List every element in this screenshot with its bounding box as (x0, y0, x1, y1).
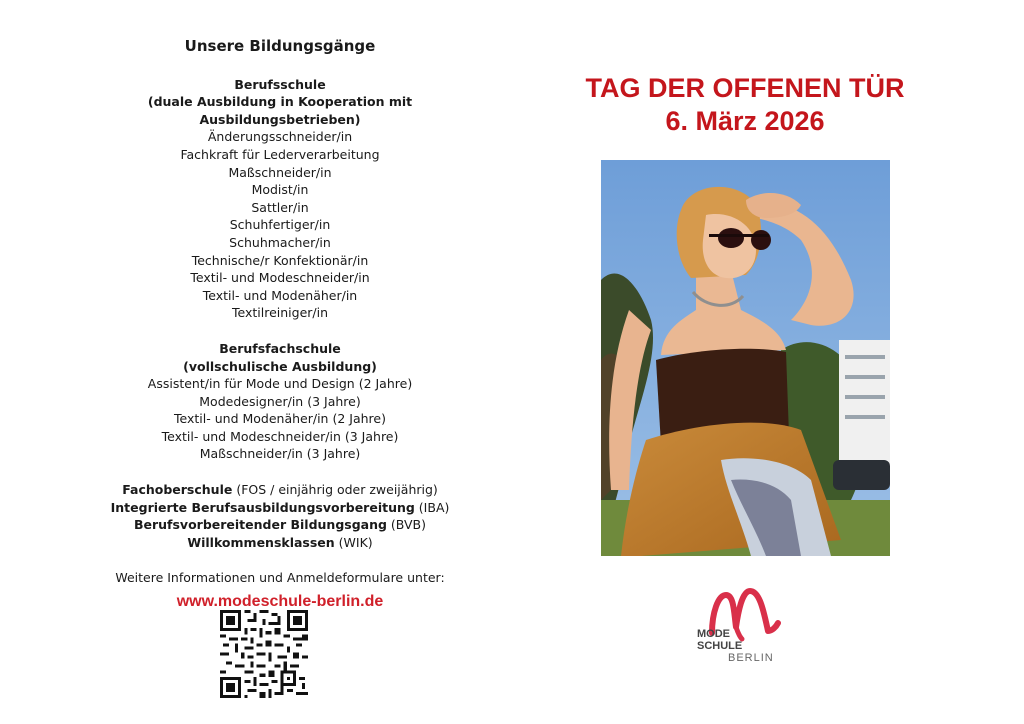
list-item: Maßschneider/in (228, 164, 332, 180)
spacer (70, 551, 490, 569)
berufsfachschule-subtitle: (vollschulische Ausbildung) (183, 358, 377, 374)
program-detail: (FOS / einjährig oder zweijährig) (232, 482, 438, 498)
program-detail: (WIK) (334, 534, 373, 550)
fashion-model-photo (601, 160, 890, 556)
list-item: Textil- und Modeschneider/in (190, 270, 370, 286)
website-link[interactable]: www.modeschule-berlin.de (176, 593, 384, 611)
program-name: Willkommensklassen (187, 534, 335, 550)
list-item: Modist/in (251, 182, 309, 198)
list-item: Textil- und Modenäher/in (202, 287, 358, 303)
list-item: Sattler/in (251, 199, 309, 215)
list-item: Assistent/in für Mode und Design (2 Jahre) (147, 376, 413, 392)
list-item: Technische/r Konfektionär/in (191, 252, 369, 268)
list-item: Fachkraft für Lederverarbeitung (180, 146, 380, 162)
list-item: Textilreiniger/in (231, 305, 329, 321)
list-item: Schuhmacher/in (229, 234, 331, 250)
program-list (70, 38, 490, 611)
list-item: Modedesigner/in (3 Jahre) (199, 393, 361, 409)
list-item: Textil- und Modenäher/in (2 Jahre) (174, 411, 386, 427)
qr-code-icon (220, 610, 308, 698)
logo-wordmark (697, 628, 774, 664)
list-item: Maßschneider/in (3 Jahre) (199, 446, 361, 462)
logo-line-mode: MODE (697, 628, 730, 640)
event-title-line1: TAG DER OFFENEN TÜR (585, 73, 905, 103)
list-item: Änderungsschneider/in (207, 129, 353, 145)
berufsfachschule-title: Berufsfachschule (219, 340, 341, 356)
list-item: Schuhfertiger/in (229, 217, 331, 233)
berufsschule-subtitle: (duale Ausbildung in Kooperation mit Ausbildungsbetrieben) (147, 94, 413, 127)
info-text: Weitere Informationen und Anmeldeformulare unter: (115, 570, 445, 586)
logo-line-schule: SCHULE (697, 640, 743, 652)
spacer (70, 463, 490, 481)
berufsschule-title: Berufsschule (234, 76, 326, 92)
logo-line-berlin: BERLIN (728, 652, 774, 664)
program-detail: (IBA) (414, 499, 450, 515)
program-name: Integrierte Berufsausbildungsvorbereitung (110, 499, 415, 515)
list-item: Textil- und Modeschneider/in (3 Jahre) (161, 428, 399, 444)
other-program-wik (70, 534, 490, 552)
event-title (540, 72, 950, 138)
other-program-fos (70, 481, 490, 499)
other-program-bvb (70, 516, 490, 534)
page-heading: Unsere Bildungsgänge (184, 37, 376, 55)
program-detail: (BVB) (386, 517, 426, 533)
program-name: Fachoberschule (122, 482, 233, 498)
spacer (70, 322, 490, 340)
other-program-iba (70, 499, 490, 517)
event-date: 6. März 2026 (665, 106, 825, 136)
program-name: Berufsvorbereitender Bildungsgang (133, 517, 387, 533)
